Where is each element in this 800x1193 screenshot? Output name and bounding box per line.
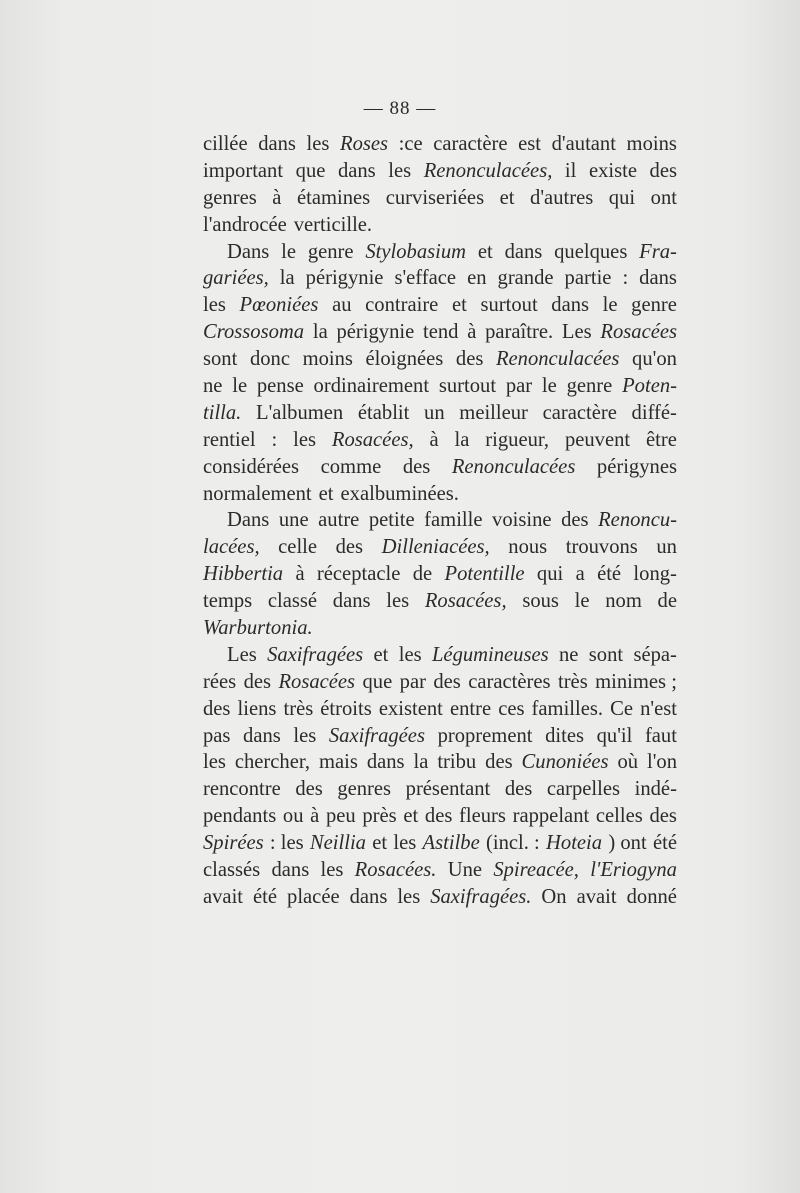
word: nom [605, 590, 642, 613]
word: est [518, 133, 542, 155]
text-line [203, 427, 677, 454]
text-line [203, 212, 677, 239]
word: donné [626, 885, 677, 908]
word: existe [588, 159, 637, 182]
word: le [541, 375, 557, 398]
word: normalement [203, 482, 312, 505]
word: Rosacées. [354, 859, 437, 882]
text-line [203, 373, 677, 400]
word: des [455, 348, 484, 371]
word: sépa- [633, 643, 677, 666]
word: et [499, 186, 515, 209]
word: Cunoniées [521, 751, 609, 774]
word: rigueur, [485, 428, 550, 451]
word: gariées, [203, 267, 269, 290]
word: exalbuminées. [340, 482, 459, 505]
word: périgynie [336, 321, 415, 344]
word: Spireacée, [493, 859, 579, 882]
word: Crossosoma [203, 321, 305, 344]
word: autre [318, 509, 360, 532]
word: proprement [437, 724, 533, 747]
word: étroits [320, 697, 372, 720]
word: Hibbertia [203, 563, 284, 586]
word: Astilbe [422, 832, 480, 855]
word: qu'il [596, 724, 633, 747]
word: comme [320, 455, 382, 478]
word: le [602, 294, 618, 317]
word: temps [203, 590, 253, 613]
word: rées [203, 670, 237, 693]
word: Rosacées, [424, 590, 507, 613]
word: genre [307, 240, 354, 263]
word: à [295, 563, 305, 586]
word: Roses [340, 133, 389, 155]
word: indé- [634, 778, 677, 801]
word: a [575, 563, 585, 586]
word: à [310, 805, 320, 828]
word: dans [504, 240, 543, 263]
word: Pœoniées [239, 294, 319, 317]
text-line [203, 346, 677, 373]
word: tribu [437, 751, 477, 774]
word: l'Eriogyna [590, 859, 677, 882]
word: Warburtonia. [203, 617, 313, 640]
word: Renonculacées [495, 348, 620, 371]
text-line [203, 776, 677, 803]
word: les [393, 832, 417, 855]
word: Fra- [639, 240, 677, 263]
word: une [278, 509, 309, 532]
word: le [232, 375, 248, 398]
word: les [388, 159, 412, 182]
word: où [617, 751, 639, 774]
word: un [656, 536, 677, 559]
word: éloignées [365, 348, 444, 371]
word: surtout [438, 375, 497, 398]
word: et [403, 805, 419, 828]
word: caractère [433, 133, 508, 155]
word: en [467, 267, 487, 290]
word: et [372, 832, 388, 855]
word: la [413, 751, 429, 774]
word: dans [332, 590, 371, 613]
word: considérées [203, 455, 300, 478]
word: les [398, 643, 422, 666]
word: Poten- [622, 375, 677, 398]
word: ) ont [608, 832, 647, 855]
word: au [332, 294, 352, 317]
word: été [652, 832, 677, 855]
word: à [272, 186, 282, 209]
word: Saxifragées [328, 724, 425, 747]
word: lacées, [203, 536, 260, 559]
word: pendants [203, 805, 277, 828]
word: carpelles [546, 778, 621, 801]
word: n'est [640, 697, 677, 720]
text-line [203, 507, 677, 534]
word: qu'on [632, 348, 677, 371]
word: les [293, 428, 316, 451]
word: dans [639, 267, 677, 290]
word: des [424, 805, 453, 828]
word: diffé- [631, 401, 677, 424]
word: Neillia [309, 832, 366, 855]
word: qui [608, 186, 636, 209]
word: par [505, 375, 533, 398]
text-line [203, 803, 677, 830]
word: très [283, 697, 314, 720]
word: rentiel [203, 428, 256, 451]
word: meilleur [459, 401, 528, 424]
word: paraître. [485, 321, 554, 344]
word: des [203, 697, 231, 720]
word: le [574, 590, 590, 613]
word: avait [576, 885, 617, 908]
word: dites [545, 724, 584, 747]
text-line [203, 561, 677, 588]
word: moins [302, 348, 353, 371]
word: des [649, 805, 677, 828]
word: présentant [405, 778, 491, 801]
word: nous [508, 536, 548, 559]
word: la [279, 267, 295, 290]
word: Légumineuses [431, 643, 549, 666]
word: cillée [203, 133, 248, 155]
word: Saxifragées. [430, 885, 532, 908]
word: petite [368, 509, 415, 532]
word: moins [626, 133, 677, 155]
text-line [203, 534, 677, 561]
word: partie [564, 267, 612, 290]
word: rencontre [203, 778, 281, 801]
text-line [203, 265, 677, 292]
word: que [362, 670, 393, 693]
word: pas [203, 724, 231, 747]
word: rappelant [512, 805, 590, 828]
word: de [412, 563, 433, 586]
word: Renonculacées [451, 455, 576, 478]
text-line [203, 185, 677, 212]
word: périgynie [305, 267, 384, 290]
word: existent [378, 697, 443, 720]
word: ne [559, 643, 579, 666]
word: dans [337, 159, 376, 182]
word: entre [449, 697, 492, 720]
word: ces [498, 697, 525, 720]
word: genre [566, 375, 613, 398]
word: les [397, 885, 421, 908]
word: Rosacées [278, 670, 356, 693]
word: périgynes [596, 455, 677, 478]
word: Renonculacées, [423, 159, 553, 182]
word: curviseriées [385, 186, 485, 209]
word: Rosacées, [331, 428, 414, 451]
text-line [203, 857, 677, 884]
word: près [362, 805, 397, 828]
text-line [203, 292, 677, 319]
word: peu [325, 805, 356, 828]
word: à [429, 428, 439, 451]
word: surtout [480, 294, 538, 317]
word: des [335, 536, 364, 559]
text-line [203, 749, 677, 776]
word: la [454, 428, 470, 451]
word: le [281, 240, 297, 263]
word: avait [203, 885, 244, 908]
word: Les [227, 643, 257, 666]
word: peuvent [564, 428, 631, 451]
word: Stylobasium [365, 240, 467, 263]
word: celle [278, 536, 318, 559]
text-line [203, 481, 677, 508]
word: dans [349, 885, 388, 908]
word: les [293, 724, 317, 747]
word: d'autant [551, 133, 616, 155]
word: été [253, 885, 278, 908]
word: (incl. : [486, 832, 540, 855]
word: un [424, 401, 445, 424]
word: sont [588, 643, 624, 666]
word: dans [258, 133, 296, 155]
word: sous [522, 590, 559, 613]
word: ne [203, 375, 223, 398]
word: verticille. [293, 213, 373, 236]
word: Dans [227, 509, 270, 532]
word: : les [269, 832, 304, 855]
text-line [203, 615, 677, 642]
word: dans [271, 859, 310, 882]
word: des [504, 778, 533, 801]
word: fleurs [459, 805, 506, 828]
word: : [622, 267, 629, 290]
word: s'efface [394, 267, 457, 290]
word: tilla. [203, 401, 242, 424]
word: que [295, 159, 326, 182]
word: On [541, 885, 567, 908]
word: d'autres [530, 186, 594, 209]
word: dans [366, 751, 405, 774]
word: Hoteia [546, 832, 603, 855]
word: dans [551, 294, 590, 317]
text-line [203, 884, 677, 911]
word: placée [287, 885, 340, 908]
word: donc [249, 348, 290, 371]
text-line [203, 642, 677, 669]
word: long- [633, 563, 677, 586]
word: chercher, [234, 751, 311, 774]
word: contraire [365, 294, 439, 317]
word: des [561, 509, 589, 532]
word: les [306, 133, 330, 155]
word: genre [631, 294, 677, 317]
word: classé [267, 590, 318, 613]
word: être [646, 428, 677, 451]
text-line [203, 669, 677, 696]
word: par [399, 670, 426, 693]
body-text [203, 131, 677, 911]
word: Renoncu- [598, 509, 677, 532]
word: les [386, 590, 410, 613]
word: familles. [531, 697, 604, 720]
word: Potentille [444, 563, 525, 586]
word: les [320, 859, 344, 882]
word: des [402, 455, 431, 478]
word: important [203, 159, 284, 182]
word: très [557, 670, 588, 693]
text-line [203, 319, 677, 346]
word: les [203, 751, 226, 774]
word: L'albumen [256, 401, 344, 424]
word: des [433, 670, 461, 693]
word: tend [423, 321, 459, 344]
word: caractère [542, 401, 617, 424]
word: réceptacle [316, 563, 401, 586]
word: celles [595, 805, 643, 828]
word: et [373, 643, 389, 666]
text-line [203, 830, 677, 857]
word: l'androcée [203, 213, 287, 236]
word: genres [337, 778, 392, 801]
word: grande [497, 267, 554, 290]
word: famille [424, 509, 483, 532]
word: Dilleniacées, [381, 536, 490, 559]
text-line [203, 158, 677, 185]
word: pense [256, 375, 304, 398]
word: Dans [227, 240, 270, 263]
word: à [467, 321, 477, 344]
word: il [564, 159, 577, 182]
word: Rosacées [600, 321, 677, 344]
word: : [271, 428, 278, 451]
word: Les [561, 321, 592, 344]
word: l'on [646, 751, 677, 774]
text-line [203, 696, 677, 723]
text-line [203, 239, 677, 266]
word: ou [282, 805, 304, 828]
word: et [318, 482, 334, 505]
word: la [312, 321, 328, 344]
word: été [597, 563, 622, 586]
word: ont [650, 186, 677, 209]
text-line [203, 454, 677, 481]
word: établit [357, 401, 410, 424]
text-line [203, 723, 677, 750]
text-line [203, 131, 677, 158]
word: caractères [468, 670, 551, 693]
text-line [203, 400, 677, 427]
word: trouvons [565, 536, 638, 559]
word: mais [318, 751, 358, 774]
word: dans [243, 724, 281, 747]
word: des [649, 159, 677, 182]
word: minimes ; [595, 670, 677, 693]
text-line [203, 588, 677, 615]
word: sont [203, 348, 238, 371]
word: des [485, 751, 513, 774]
word: Spirées [203, 832, 264, 855]
word: et [451, 294, 467, 317]
word: :ce [398, 133, 423, 155]
word: des [295, 778, 323, 801]
word: Ce [610, 697, 633, 720]
word: et [477, 240, 493, 263]
word: faut [644, 724, 677, 747]
word: Une [447, 859, 483, 882]
word: les [203, 294, 226, 317]
word: liens [237, 697, 277, 720]
word: Saxifragées [267, 643, 364, 666]
word: des [243, 670, 272, 693]
word: genres [203, 186, 257, 209]
page-number: — 88 — [363, 98, 437, 119]
word: ordinairement [313, 375, 430, 398]
word: étamines [296, 186, 371, 209]
word: quelques [554, 240, 628, 263]
word: voisine [492, 509, 552, 532]
word: qui [536, 563, 564, 586]
word: de [657, 590, 677, 613]
word: classés [203, 859, 261, 882]
